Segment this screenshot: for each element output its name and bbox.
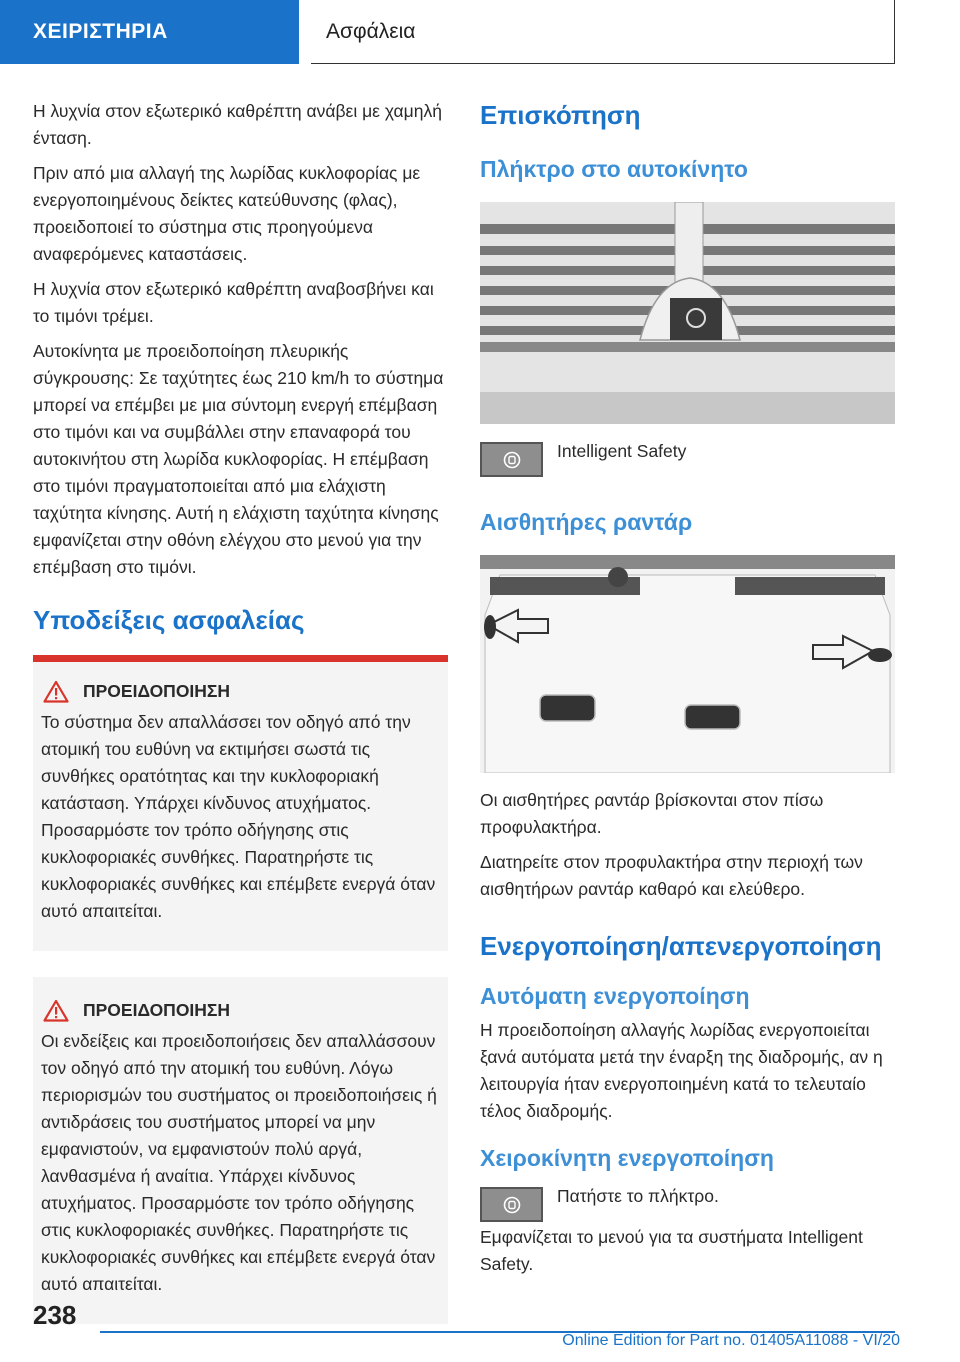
button-location-photo — [480, 202, 895, 424]
warning-box — [33, 977, 448, 1324]
activation-heading: Ενεργοποίηση/απενεργοποίηση — [480, 931, 882, 961]
warning-title: ΠΡΟΕΙΔΟΠΟΙΗΣΗ — [83, 681, 231, 701]
paragraph: Η λυχνία στον εξωτερικό καθρέπτη αναβοσβήνει και το τιμόνι τρέμει. — [33, 279, 434, 326]
paragraph: Πριν από μια αλλαγή της λωρίδας κυκλοφορίας με ενεργοποιημένους δείκτες κατεύθυνσης (φλας), προειδοποιεί το σύστημα στις προηγούμενα αναφερόμενες καταστάσεις. — [33, 163, 421, 264]
paragraph: Η λυχνία στον εξωτερικό καθρέπτη ανάβει με χαμηλή ένταση. — [33, 101, 442, 148]
overview-heading: Επισκόπηση — [480, 100, 641, 130]
page-number: 238 — [33, 1300, 77, 1330]
auto-activation-heading: Αυτόματη ενεργοποίηση — [480, 983, 750, 1009]
warning-title: ΠΡΟΕΙΔΟΠΟΙΗΣΗ — [83, 1000, 231, 1020]
intelligent-safety-button-icon — [480, 442, 543, 477]
left-column — [33, 98, 448, 1350]
manual-section-tab — [0, 0, 299, 64]
button-label: Intelligent Safety — [557, 441, 687, 461]
warning-text: Οι ενδείξεις και προειδοποιήσεις δεν απαλλάσσουν τον οδηγό από την ατομική του ευθύνη. Λόγω περιορισμών του συστήματος οι προειδοποιήσεις ή αντιδράσεις του συστήματος μπορεί να μην εμφανιστούν, να εμφανιστούν πολύ αργά, λανθασμένα ή αναίτια. Υπάρχει κίνδυνος ατυχήματος. Προσαρμόστε τον τρόπο οδήγησης στις κυκλοφοριακές συνθήκες. Παρατηρήστε τις κυκλοφοριακές συνθήκες και επέμβετε ενεργά όταν αυτό απαιτείται. — [41, 1031, 437, 1294]
edition-note: Online Edition for Part no. 01405A11088 - VI/20 — [562, 1332, 900, 1349]
safety-heading: Υποδείξεις ασφαλείας — [33, 605, 305, 635]
warning-triangle-icon — [41, 680, 71, 703]
radar-heading: Αισθητήρες ραντάρ — [480, 509, 693, 535]
chapter-header — [311, 0, 895, 64]
chapter-title: Ασφάλεια — [326, 19, 416, 43]
paragraph: Αυτοκίνητα με προειδοποίηση πλευρικής σύγκρουσης: Σε ταχύτητες έως 210 km/h το σύστημα μπορεί να επέμβει με μια σύντομη ενεργή επέμβαση στο τιμόνι και να συμβάλλει στην επαναφορά του αυτοκινήτου στη λωρίδα κυκλοφορίας. Η επέμβαση στο τιμόνι πραγματοποιείται από μια ελάχιστη ταχύτητα κίνησης. Αυτή η ελάχιστη ταχύτητα κίνησης εμφανίζεται στην οθόνη ελέγχου στο μενού για την επέμβαση στο τιμόνι. — [33, 341, 444, 577]
manual-step: Πατήστε το πλήκτρο. — [557, 1186, 719, 1206]
paragraph: Εμφανίζεται το μενού για τα συστήματα Intelligent Safety. — [480, 1227, 863, 1274]
warning-rule — [33, 655, 448, 662]
warning-triangle-icon — [41, 999, 71, 1022]
paragraph: Οι αισθητήρες ραντάρ βρίσκονται στον πίσω προφυλακτήρα. — [480, 790, 824, 837]
right-column — [480, 98, 898, 1286]
manual-title: ΧΕΙΡΙΣΤΗΡΙΑ — [33, 20, 168, 43]
manual-activation-heading: Χειροκίνητη ενεργοποίηση — [480, 1145, 774, 1171]
paragraph: Διατηρείτε στον προφυλακτήρα στην περιοχή των αισθητήρων ραντάρ καθαρό και ελεύθερο. — [480, 852, 863, 899]
button-heading: Πλήκτρο στο αυτοκίνητο — [480, 156, 748, 182]
warning-box — [33, 662, 448, 951]
warning-text: Το σύστημα δεν απαλλάσσει τον οδηγό από την ατομική του ευθύνη να εκτιμήσει σωστά τις συνθήκες ορατότητας και την κυκλοφοριακή κατάσταση. Υπάρχει κίνδυνος ατυχήματος. Προσαρμόστε τον τρόπο οδήγησης στις κυκλοφοριακές συνθήκες. Παρατηρήστε τις κυκλοφοριακές συνθήκες και επέμβετε ενεργά όταν αυτό απαιτείται. — [41, 712, 436, 921]
paragraph: Η προειδοποίηση αλλαγής λωρίδας ενεργοποιείται ξανά αυτόματα μετά την έναρξη της διαδρομής, αν η λειτουργία ήταν ενεργοποιημένη κατά το τελευταίο τέλος διαδρομής. — [480, 1020, 883, 1121]
intelligent-safety-button-icon — [480, 1187, 543, 1222]
radar-sensor-photo — [480, 555, 895, 773]
